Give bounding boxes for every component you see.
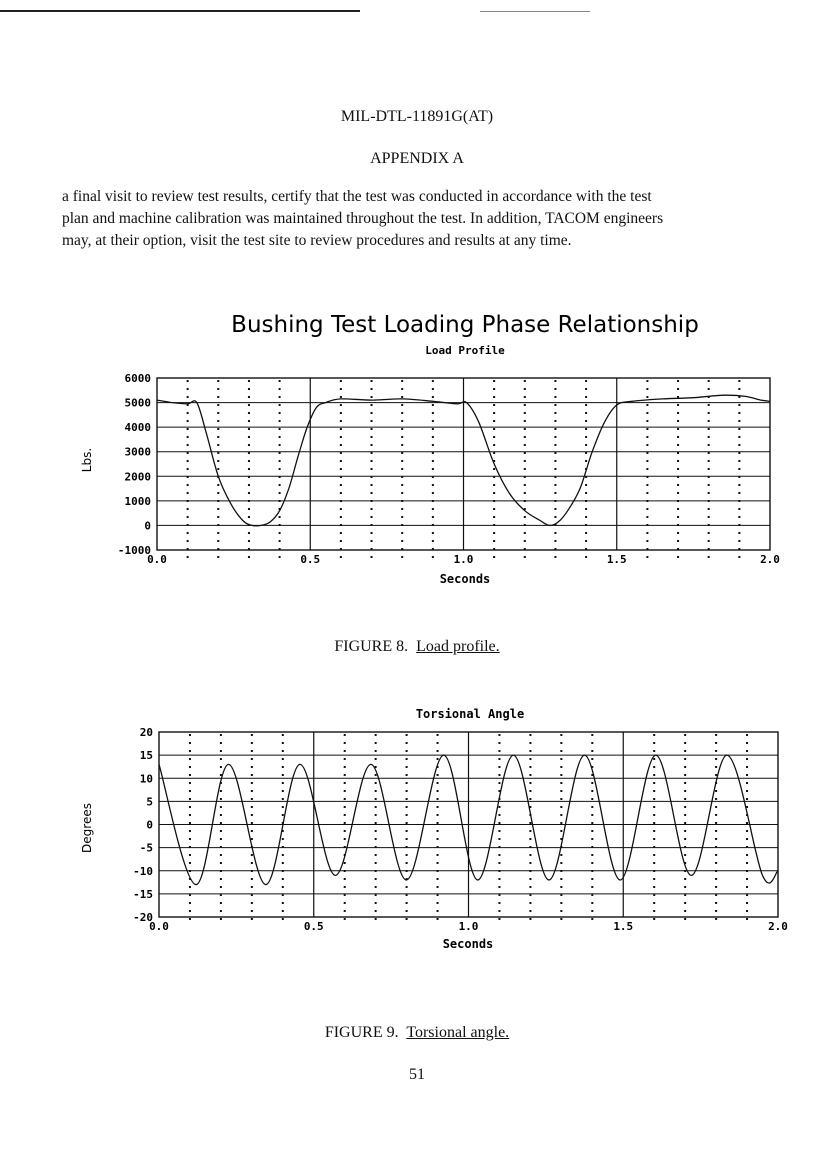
x-tick-label: 0.0 xyxy=(147,553,167,566)
x-tick-label: 0.5 xyxy=(303,920,324,933)
y-tick-label: 5 xyxy=(146,795,153,809)
y-tick-label: 4000 xyxy=(124,421,151,435)
top-rule xyxy=(0,10,360,12)
x-tick-label: 1.0 xyxy=(453,553,474,566)
x-tick-label: 1.5 xyxy=(606,553,627,566)
x-tick-label: 1.0 xyxy=(458,920,479,933)
y-tick-label: 20 xyxy=(139,726,153,739)
figure9-title: Torsional angle. xyxy=(406,1024,510,1041)
torsional-angle-chart xyxy=(0,690,834,970)
top-rule-faint xyxy=(480,11,590,12)
figure8-caption xyxy=(0,638,834,656)
x-axis-label: Seconds xyxy=(442,937,494,951)
x-tick-labels xyxy=(149,920,788,933)
y-tick-label: -20 xyxy=(133,911,153,924)
y-tick-label: 2000 xyxy=(124,470,151,484)
y-tick-label: -15 xyxy=(133,887,153,901)
chart-grid xyxy=(157,378,770,558)
y-tick-label: 15 xyxy=(139,749,153,763)
y-tick-labels xyxy=(133,726,153,924)
y-tick-labels xyxy=(118,372,151,557)
figure8-number: FIGURE 8. xyxy=(334,638,409,655)
appendix-heading: APPENDIX A xyxy=(370,150,464,167)
document-id: MIL-DTL-11891G(AT) xyxy=(340,108,494,125)
figure8-title: Load profile. xyxy=(416,638,500,655)
body-line: may, at their option, visit the test site to review procedures and results at any time. xyxy=(62,232,572,249)
y-tick-label: 0 xyxy=(144,519,151,533)
chart-grid xyxy=(159,732,778,925)
y-axis-label: Lbs. xyxy=(80,447,94,473)
y-tick-label: -5 xyxy=(139,841,153,855)
page-number: 51 xyxy=(409,1066,425,1083)
y-axis-label: Degrees xyxy=(80,803,94,853)
y-tick-label: 0 xyxy=(146,818,153,832)
x-tick-label: 0.0 xyxy=(149,920,169,933)
x-tick-labels xyxy=(147,553,780,566)
y-tick-label: 10 xyxy=(139,772,153,786)
chart-title: Torsional Angle xyxy=(415,707,525,721)
y-tick-label: -10 xyxy=(133,864,153,878)
body-line: a final visit to review test results, certify that the test was conducted in accordance with the test xyxy=(62,188,652,205)
body-paragraph xyxy=(62,186,774,252)
chart-subtitle: Load Profile xyxy=(425,344,505,357)
body-line: plan and machine calibration was maintained throughout the test. In addition, TACOM engineers xyxy=(62,210,664,227)
x-axis-label: Seconds xyxy=(439,572,491,586)
y-tick-label: 3000 xyxy=(124,445,151,459)
figure9-caption xyxy=(0,1024,834,1042)
figure9-number: FIGURE 9. xyxy=(324,1024,399,1041)
y-tick-label: 5000 xyxy=(124,396,151,410)
y-tick-label: 1000 xyxy=(124,494,151,508)
y-tick-label: -1000 xyxy=(117,544,151,557)
y-tick-label: 6000 xyxy=(124,372,151,385)
chart-title: Bushing Test Loading Phase Relationship xyxy=(231,312,699,338)
load-profile-chart xyxy=(0,290,834,600)
x-tick-label: 0.5 xyxy=(300,553,321,566)
x-tick-label: 2.0 xyxy=(768,920,788,933)
x-tick-label: 1.5 xyxy=(613,920,634,933)
x-tick-label: 2.0 xyxy=(760,553,780,566)
